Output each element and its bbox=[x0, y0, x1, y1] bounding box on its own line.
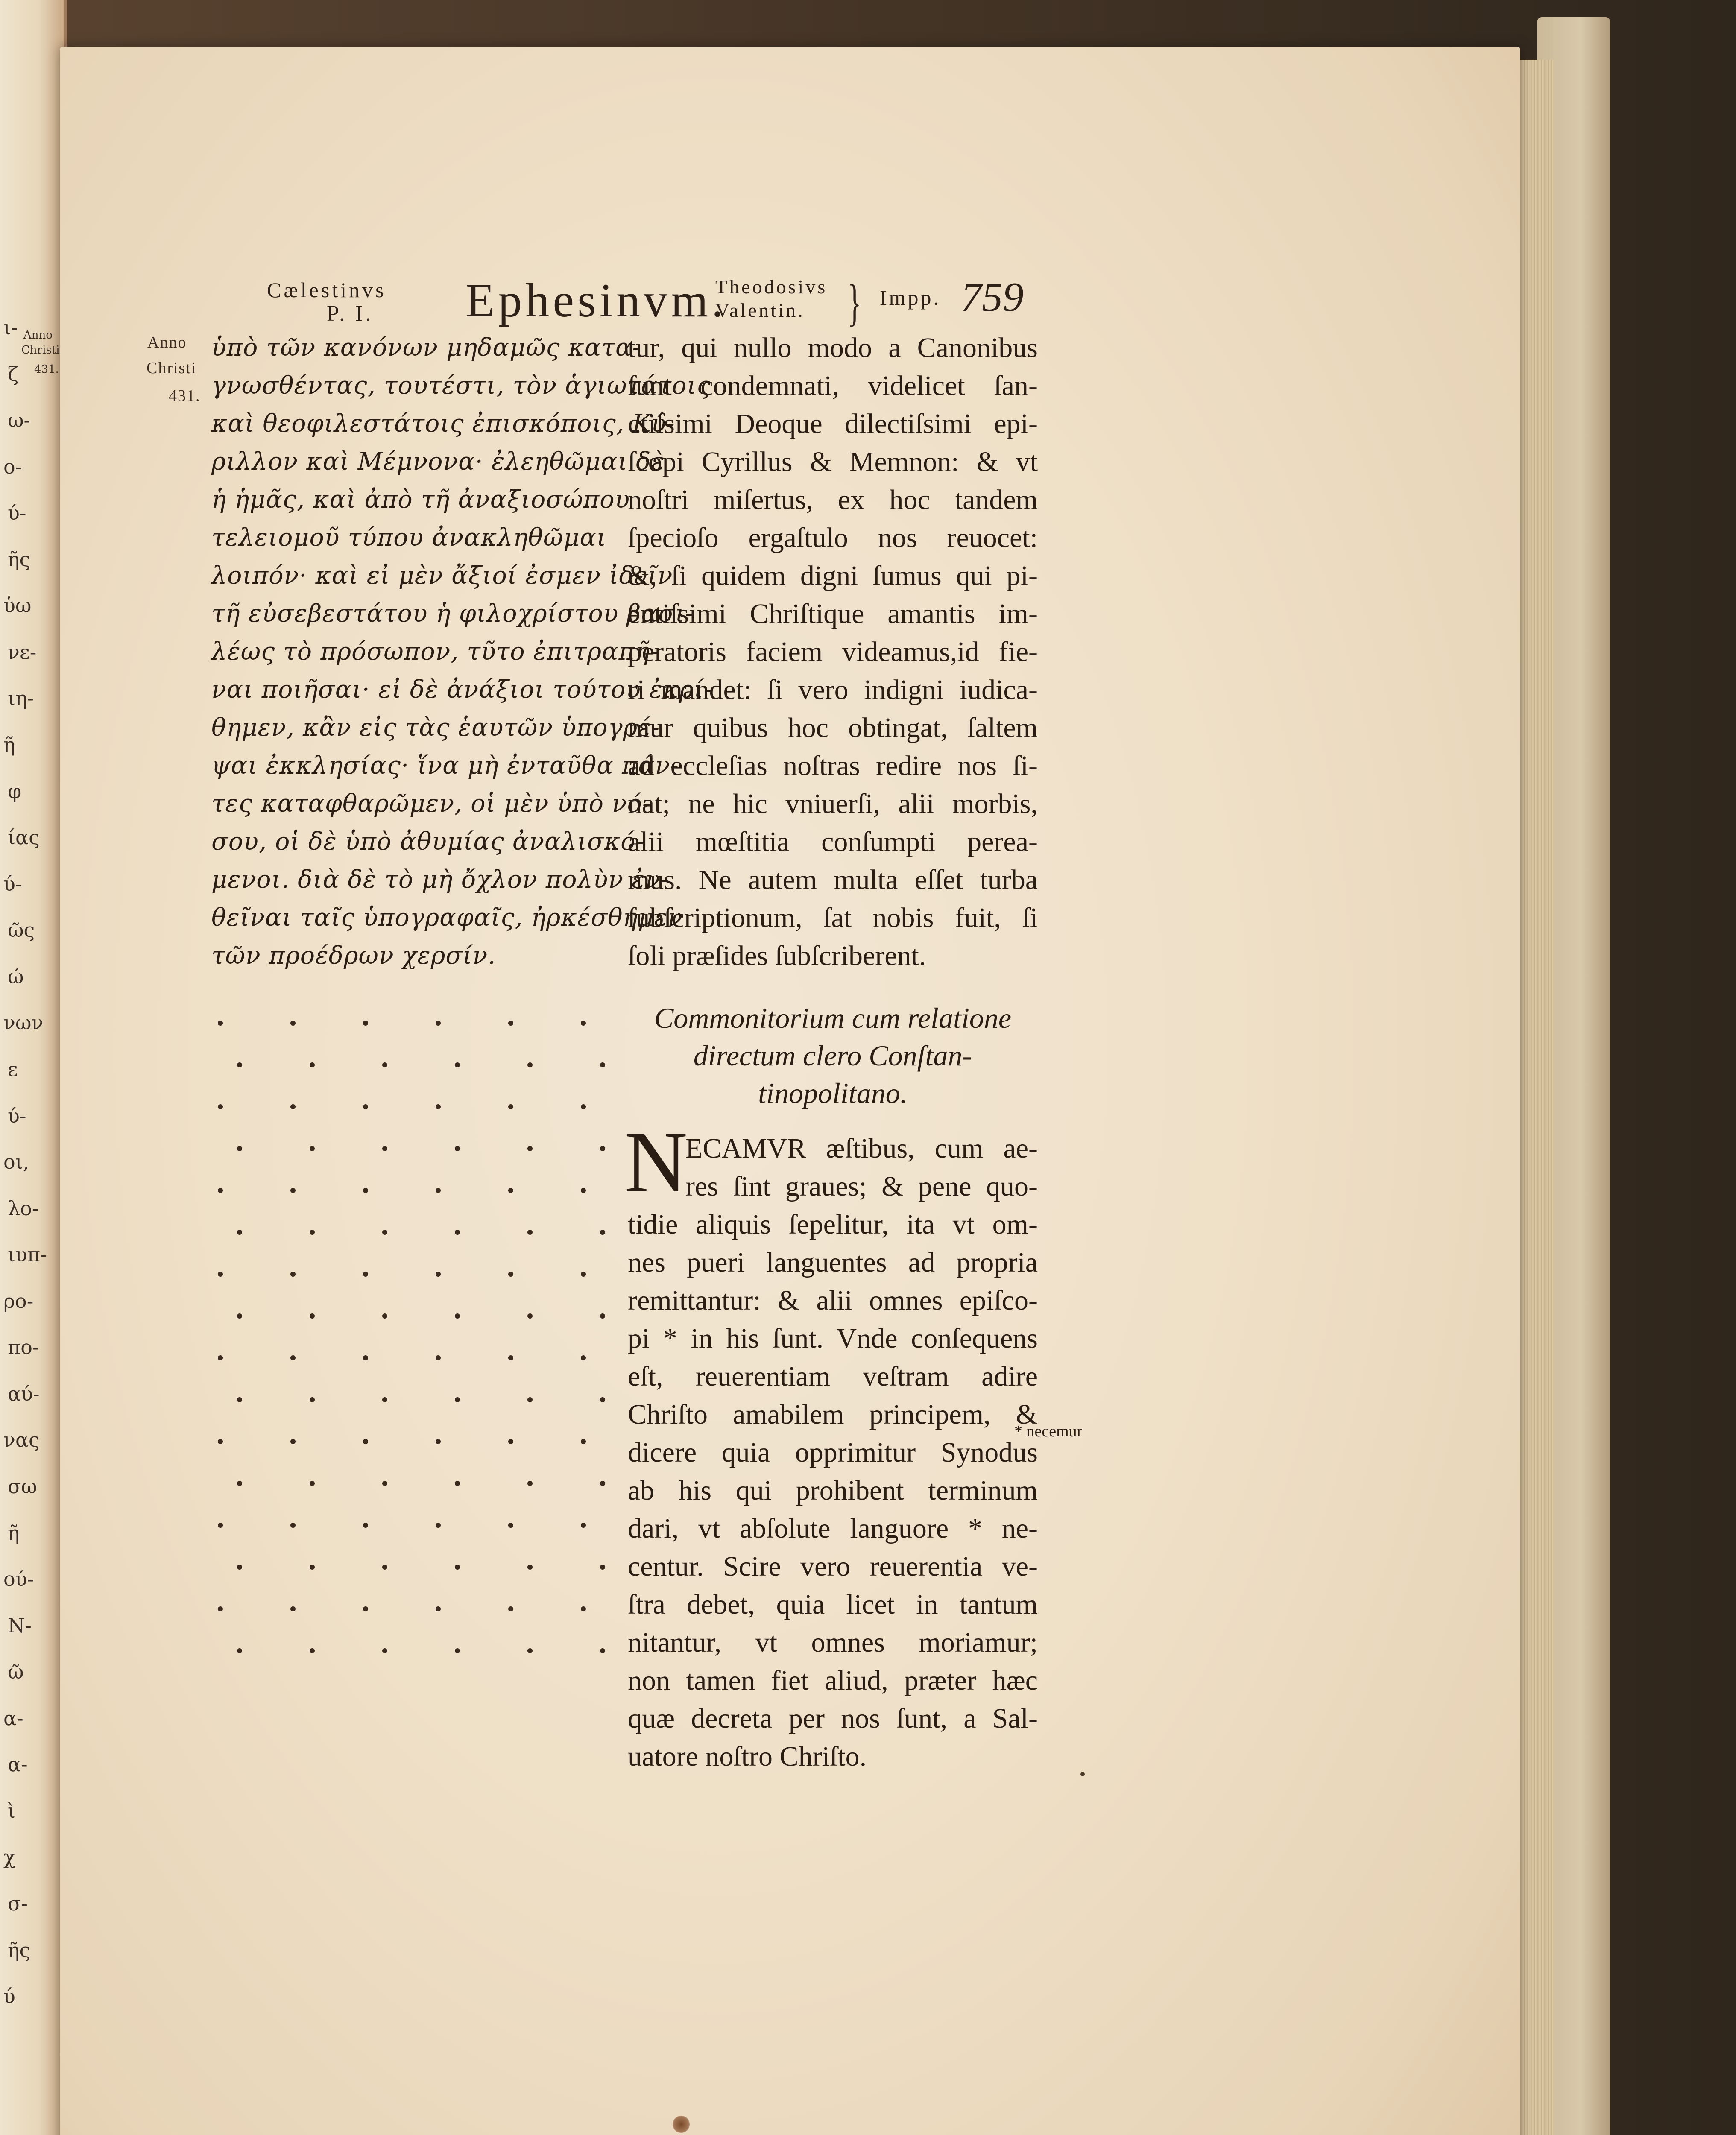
left-page-fragment: ὑω bbox=[3, 594, 32, 617]
greek-line: γνωσθέντας, τουτέστι, τὸν ἁγιωτάτοις bbox=[211, 371, 711, 400]
omission-dot bbox=[455, 1062, 460, 1068]
left-page-fragment: ῶ bbox=[8, 1660, 24, 1684]
left-page-fragment: ῶς bbox=[8, 918, 35, 942]
margin-note-christi: Christi bbox=[146, 359, 197, 377]
latin-line: peratoris faciem videamus,id fie- bbox=[628, 636, 1038, 667]
omission-dot bbox=[218, 1104, 223, 1109]
drop-cap: N bbox=[624, 1114, 688, 1211]
omission-dot bbox=[600, 1313, 605, 1319]
heading-line: Commonitorium cum relatione bbox=[654, 1002, 1012, 1034]
greek-line: ριλλον καὶ Μέμνονα· ἐλεηθῶμαι δὲ bbox=[211, 447, 665, 476]
omission-dot bbox=[508, 1355, 513, 1360]
omission-dot bbox=[600, 1565, 605, 1570]
commonitorium-body bbox=[628, 1129, 1038, 1775]
omission-dot bbox=[310, 1481, 315, 1486]
omission-dot bbox=[290, 1021, 296, 1026]
omission-dot bbox=[436, 1188, 441, 1193]
left-page-fragment: ύ- bbox=[3, 872, 22, 895]
left-page-fragment: ῆς bbox=[8, 547, 31, 571]
omission-dot bbox=[382, 1230, 387, 1235]
omission-dot bbox=[363, 1523, 368, 1528]
left-page-fragment: ύ- bbox=[8, 501, 26, 525]
body-line: nitantur, vt omnes moriamur; bbox=[628, 1627, 1038, 1658]
left-page-fragment: νε- bbox=[8, 640, 37, 664]
left-page-fragment: ύ- bbox=[8, 1104, 26, 1127]
omission-dot bbox=[363, 1272, 368, 1277]
latin-line: nat; ne hic vniuerſi, alii morbis, bbox=[628, 788, 1038, 819]
running-head-title: Ephesinvm. bbox=[465, 274, 727, 327]
left-page-fragment: ώ bbox=[8, 965, 24, 988]
greek-line: ὑπὸ τῶν κανόνων μηδαμῶς κατα- bbox=[211, 333, 641, 362]
omission-dot bbox=[382, 1481, 387, 1486]
left-page-fragment: ε bbox=[8, 1057, 18, 1081]
omission-dot bbox=[600, 1062, 605, 1068]
running-head-impp: Impp. bbox=[880, 286, 941, 310]
omission-dot bbox=[218, 1439, 223, 1444]
omission-dot bbox=[310, 1230, 315, 1235]
omission-dot bbox=[290, 1439, 296, 1444]
omission-dot bbox=[310, 1648, 315, 1653]
omission-dot bbox=[455, 1648, 460, 1653]
omission-dot bbox=[581, 1355, 586, 1360]
omission-dot bbox=[290, 1188, 296, 1193]
left-margin-christi: Christi bbox=[21, 344, 60, 357]
latin-line: ſoli præſides ſubſcriberent. bbox=[628, 940, 926, 971]
body-line: eſt, reuerentiam veſtram adire bbox=[628, 1361, 1038, 1392]
left-page-edge bbox=[0, 0, 67, 2135]
omission-dot bbox=[527, 1230, 533, 1235]
omission-dot bbox=[363, 1606, 368, 1611]
omission-dot bbox=[237, 1062, 242, 1068]
omission-dot bbox=[581, 1439, 586, 1444]
omission-dot bbox=[455, 1397, 460, 1402]
section-heading bbox=[628, 999, 1038, 1112]
omission-dot bbox=[363, 1355, 368, 1360]
body-line: ECAMVR æſtibus, cum ae- bbox=[685, 1133, 1038, 1164]
stray-mark bbox=[1080, 1772, 1085, 1776]
latin-line: alii mœſtitia conſumpti pereа- bbox=[628, 826, 1038, 857]
greek-line: μενοι. διὰ δὲ τὸ μὴ ὄχλον πολὺν ἐν- bbox=[211, 866, 669, 894]
omission-dot bbox=[455, 1313, 460, 1319]
greek-line: ναι ποιῆσαι· εἰ δὲ ἀνάξιοι τούτου ἐκρί- bbox=[211, 676, 713, 704]
latin-line: entiſsimi Chriſtique amantis im- bbox=[628, 598, 1038, 629]
omission-dot bbox=[237, 1230, 242, 1235]
left-page-fragment: νων bbox=[3, 1011, 44, 1035]
omission-dot bbox=[237, 1565, 242, 1570]
body-line: uatore noſtro Chriſto. bbox=[628, 1741, 867, 1772]
body-line: dari, vt abſolute languore * ne- bbox=[628, 1513, 1038, 1544]
omission-dot bbox=[436, 1355, 441, 1360]
omission-dot bbox=[290, 1355, 296, 1360]
latin-line: ſubſcriptionum, ſat nobis fuit, ſi bbox=[628, 902, 1038, 933]
omission-dot bbox=[508, 1021, 513, 1026]
omission-dot bbox=[436, 1606, 441, 1611]
omission-dot bbox=[290, 1272, 296, 1277]
body-line: ſtra debet, quia licet in tantum bbox=[628, 1589, 1038, 1620]
left-page-fragment: ω- bbox=[8, 409, 31, 432]
omission-dot bbox=[363, 1188, 368, 1193]
running-head-pope: Cælestinvs bbox=[267, 278, 386, 302]
latin-text-column bbox=[628, 329, 1038, 975]
omission-dot bbox=[600, 1397, 605, 1402]
omission-dot bbox=[382, 1648, 387, 1653]
latin-line: mus. Ne autem multa eſſet turba bbox=[628, 864, 1038, 895]
left-page-fragment: ιη- bbox=[8, 687, 34, 710]
body-line: remittantur: & alii omnes epiſco- bbox=[628, 1285, 1038, 1316]
greek-line: θημεν, κἂν εἰς τὰς ἑαυτῶν ὑπογρέ- bbox=[211, 714, 660, 742]
latin-line: mur quibus hoc obtingat, ſaltem bbox=[628, 712, 1038, 743]
greek-line: σου, οἱ δὲ ὑπὸ ἀθυμίας ἀναλισκό- bbox=[211, 828, 644, 856]
omission-dot bbox=[310, 1146, 315, 1151]
greek-line: τῶν προέδρων χερσίν. bbox=[211, 942, 496, 970]
body-line: tidie aliquis ſepelitur, ita vt om- bbox=[628, 1209, 1038, 1240]
left-page-fragment: ῆς bbox=[8, 1938, 31, 1962]
left-page-fragment: Ν- bbox=[8, 1614, 32, 1637]
omission-dot bbox=[455, 1230, 460, 1235]
latin-line: tur, qui nullo modo a Canonibus bbox=[628, 332, 1038, 363]
left-page-fragment: ο- bbox=[3, 455, 22, 478]
omission-dot bbox=[508, 1523, 513, 1528]
latin-line: ri mandet: ſi vero indigni iudica- bbox=[628, 674, 1038, 705]
latin-line: noſtri miſertus, ex hoc tandem bbox=[628, 484, 1038, 515]
left-page-fragment: οι, bbox=[3, 1150, 29, 1174]
heading-line: directum clero Conſtan- bbox=[693, 1039, 972, 1072]
body-line: pi * in his ſunt. Vnde conſequens bbox=[628, 1323, 1038, 1354]
omission-dot bbox=[581, 1104, 586, 1109]
margin-note-year: 431. bbox=[169, 387, 201, 405]
running-head-pope-number: P. I. bbox=[327, 301, 374, 326]
left-page-fragment: σω bbox=[8, 1475, 37, 1498]
left-margin-year: 431. bbox=[34, 363, 59, 376]
omission-dot bbox=[436, 1104, 441, 1109]
left-page-fragment: ίας bbox=[8, 826, 40, 849]
left-page-fragment: χ bbox=[3, 1845, 15, 1869]
paper-stain bbox=[673, 2116, 690, 2133]
omitted-text-dots bbox=[205, 1003, 615, 1687]
body-line: quæ decreta per nos ſunt, a Sal- bbox=[628, 1703, 1038, 1734]
omission-dot bbox=[237, 1481, 242, 1486]
omission-dot bbox=[218, 1188, 223, 1193]
omission-dot bbox=[363, 1021, 368, 1026]
greek-line: τῆ εὐσεβεστάτου ἡ φιλοχρίστου βασι- bbox=[211, 600, 694, 628]
running-head-emperor-1: Theodosivs bbox=[715, 276, 828, 298]
page-number: 759 bbox=[961, 274, 1024, 320]
omission-dot bbox=[527, 1565, 533, 1570]
omission-dot bbox=[290, 1606, 296, 1611]
omission-dot bbox=[290, 1104, 296, 1109]
omission-dot bbox=[382, 1565, 387, 1570]
omission-dot bbox=[436, 1523, 441, 1528]
left-page-fragment: αύ- bbox=[8, 1382, 40, 1405]
omission-dot bbox=[218, 1355, 223, 1360]
omission-dot bbox=[527, 1313, 533, 1319]
omission-dot bbox=[508, 1439, 513, 1444]
body-line: ab his qui prohibent terminum bbox=[628, 1475, 1038, 1506]
latin-line: ctiſsimi Deoque dilectiſsimi epi- bbox=[628, 408, 1038, 439]
left-page-fragment: νας bbox=[3, 1428, 40, 1452]
greek-line: λέως τὸ πρόσωπον, τῦτο ἐπιτραπῆ- bbox=[211, 638, 659, 666]
omission-dot bbox=[600, 1481, 605, 1486]
omission-dot bbox=[310, 1565, 315, 1570]
omission-dot bbox=[382, 1313, 387, 1319]
greek-line: θεῖναι ταῖς ὑπογραφαῖς, ἠρκέσθημεν bbox=[211, 904, 683, 932]
omission-dot bbox=[508, 1606, 513, 1611]
omission-dot bbox=[527, 1648, 533, 1653]
running-head-brace: } bbox=[848, 274, 861, 331]
omission-dot bbox=[436, 1021, 441, 1026]
omission-dot bbox=[527, 1062, 533, 1068]
omission-dot bbox=[508, 1272, 513, 1277]
left-page-fragment: ζ bbox=[8, 362, 18, 386]
omission-dot bbox=[600, 1230, 605, 1235]
greek-text-column bbox=[211, 329, 713, 975]
omission-dot bbox=[455, 1146, 460, 1151]
omission-dot bbox=[237, 1313, 242, 1319]
greek-line: τελειομοῦ τύπου ἀνακληθῶμαι bbox=[211, 524, 607, 552]
omission-dot bbox=[527, 1397, 533, 1402]
left-page-fragment: α- bbox=[3, 1706, 23, 1730]
omission-dot bbox=[382, 1146, 387, 1151]
left-margin-anno: Anno bbox=[23, 329, 53, 342]
body-line: dicere quia opprimitur Synodus bbox=[628, 1437, 1038, 1468]
omission-dot bbox=[455, 1481, 460, 1486]
body-line: Chriſto amabilem principem, & bbox=[628, 1399, 1038, 1430]
left-page-fragment: λο- bbox=[8, 1196, 39, 1220]
omission-dot bbox=[436, 1439, 441, 1444]
latin-line: ſunt condemnati, videlicet ſan- bbox=[628, 370, 1038, 401]
greek-line: ἡ ἡμᾶς, καὶ ἀπὸ τῆ ἀναξιοσώπου bbox=[211, 485, 630, 514]
left-page-fragment: ῆ bbox=[3, 733, 15, 757]
omission-dot bbox=[581, 1021, 586, 1026]
greek-line: ψαι ἐκκλησίας· ἵνα μὴ ἐνταῦθα πάν- bbox=[211, 752, 679, 780]
left-page-fragment: φ bbox=[8, 779, 22, 803]
running-head-emperor-2: Valentin. bbox=[715, 299, 805, 321]
omission-dot bbox=[290, 1523, 296, 1528]
left-page-fragment: α- bbox=[8, 1753, 28, 1776]
omission-dot bbox=[310, 1397, 315, 1402]
omission-dot bbox=[237, 1146, 242, 1151]
left-page-fragment: ι- bbox=[3, 316, 18, 339]
body-line: res ſint graues; & pene quo- bbox=[685, 1171, 1038, 1202]
left-page-fragment: σ- bbox=[8, 1892, 28, 1916]
side-note-necemur: * necemur bbox=[1014, 1422, 1083, 1440]
omission-dot bbox=[218, 1272, 223, 1277]
left-page-fragment: ιυπ- bbox=[8, 1243, 47, 1266]
latin-line: ſpecioſo ergaſtulo nos reuocet: bbox=[628, 522, 1038, 553]
left-page-fragment: ού- bbox=[3, 1568, 34, 1591]
omission-dot bbox=[581, 1523, 586, 1528]
omission-dot bbox=[581, 1272, 586, 1277]
omission-dot bbox=[363, 1104, 368, 1109]
left-page-fragment: ύ bbox=[3, 1985, 15, 2008]
omission-dot bbox=[237, 1397, 242, 1402]
omission-dot bbox=[310, 1313, 315, 1319]
omission-dot bbox=[527, 1481, 533, 1486]
greek-line: καὶ θεοφιλεστάτοις ἐπισκόποις, Κύ- bbox=[211, 409, 675, 438]
omission-dot bbox=[382, 1062, 387, 1068]
omission-dot bbox=[600, 1648, 605, 1653]
margin-note-anno: Anno bbox=[147, 333, 187, 351]
left-page-fragment: ῆ bbox=[8, 1521, 20, 1544]
body-line: centur. Scire vero reuerentia ve- bbox=[628, 1551, 1038, 1582]
omission-dot bbox=[455, 1565, 460, 1570]
omission-dot bbox=[527, 1146, 533, 1151]
latin-line: &, ſi quidem digni ſumus qui pi- bbox=[628, 560, 1038, 591]
heading-line: tinopolitano. bbox=[758, 1077, 908, 1109]
omission-dot bbox=[382, 1397, 387, 1402]
omission-dot bbox=[218, 1523, 223, 1528]
omission-dot bbox=[218, 1021, 223, 1026]
omission-dot bbox=[310, 1062, 315, 1068]
omission-dot bbox=[581, 1606, 586, 1611]
omission-dot bbox=[237, 1648, 242, 1653]
latin-line: ad eccleſias noſtras redire nos ſi- bbox=[628, 750, 1038, 781]
omission-dot bbox=[581, 1188, 586, 1193]
omission-dot bbox=[218, 1606, 223, 1611]
latin-line: ſcopi Cyrillus & Memnon: & vt bbox=[628, 446, 1038, 477]
left-page-fragment: πο- bbox=[8, 1336, 39, 1359]
left-page-fragment: ὶ bbox=[8, 1799, 16, 1822]
omission-dot bbox=[508, 1104, 513, 1109]
omission-dot bbox=[363, 1439, 368, 1444]
omission-dot bbox=[436, 1272, 441, 1277]
omission-dot bbox=[508, 1188, 513, 1193]
greek-line: λοιπόν· καὶ εἰ μὲν ἄξιοί ἐσμεν ἰδεῖν bbox=[211, 562, 673, 590]
omission-dot bbox=[600, 1146, 605, 1151]
greek-line: τες καταφθαρῶμεν, οἱ μὲν ὑπὸ νό- bbox=[211, 790, 651, 818]
body-line: non tamen fiet aliud, præter hæc bbox=[628, 1665, 1038, 1696]
left-page-fragment: ρο- bbox=[3, 1289, 34, 1313]
body-line: nes pueri languentes ad propria bbox=[628, 1247, 1038, 1278]
